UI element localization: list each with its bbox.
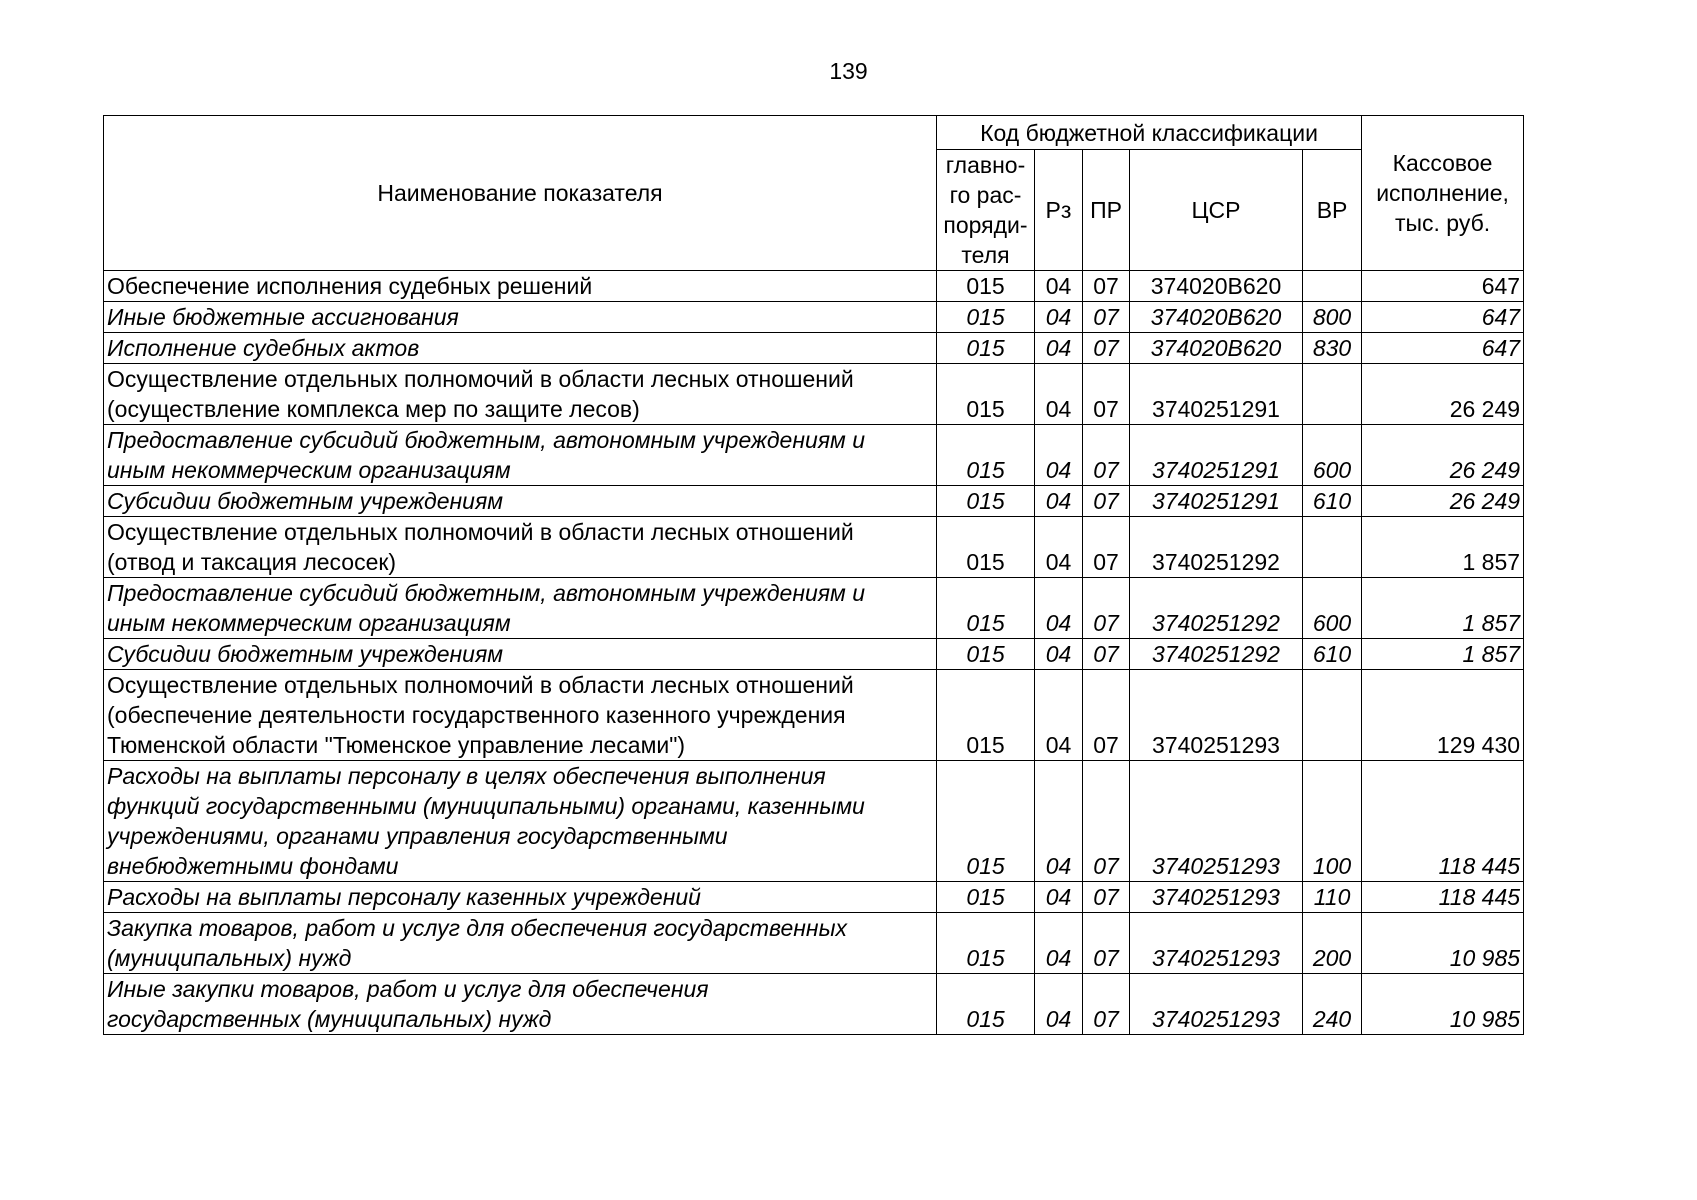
cell-sum: 26 249 [1362,425,1524,486]
cell-vr: 200 [1303,913,1362,974]
cell-vr: 610 [1303,486,1362,517]
cell-pr: 07 [1083,761,1130,882]
cell-sum: 1 857 [1362,639,1524,670]
cell-name: Предоставление субсидий бюджетным, автономным учреждениям и иным некоммерческим организациям [104,425,937,486]
cell-name: Субсидии бюджетным учреждениям [104,639,937,670]
cell-sum: 10 985 [1362,974,1524,1035]
table-row [104,302,1524,333]
cell-glav: 015 [937,882,1035,913]
cell-sum: 647 [1362,333,1524,364]
cell-rz: 04 [1035,517,1083,578]
table-row [104,761,1524,882]
cell-vr: 610 [1303,639,1362,670]
table-row [104,333,1524,364]
cell-glav: 015 [937,364,1035,425]
header-csr: ЦСР [1130,150,1303,271]
cell-name: Расходы на выплаты персоналу в целях обеспечения выполнения функций государственными (муниципальными) органами, казенными учреждениями, органами управления государственными внебюджетными фондами [104,761,937,882]
cell-glav: 015 [937,302,1035,333]
header-sum: Кассовое исполнение, тыс. руб. [1362,116,1524,271]
cell-glav: 015 [937,913,1035,974]
cell-vr: 600 [1303,425,1362,486]
cell-glav: 015 [937,670,1035,761]
cell-rz: 04 [1035,333,1083,364]
cell-sum: 26 249 [1362,486,1524,517]
cell-glav: 015 [937,578,1035,639]
cell-csr: 3740251293 [1130,913,1303,974]
cell-sum: 10 985 [1362,913,1524,974]
cell-pr: 07 [1083,882,1130,913]
cell-pr: 07 [1083,271,1130,302]
cell-pr: 07 [1083,333,1130,364]
table-body [104,271,1524,1035]
cell-csr: 374020В620 [1130,333,1303,364]
table-row [104,364,1524,425]
header-name: Наименование показателя [104,116,937,271]
cell-name: Предоставление субсидий бюджетным, автономным учреждениям и иным некоммерческим организациям [104,578,937,639]
cell-glav: 015 [937,517,1035,578]
cell-glav: 015 [937,974,1035,1035]
table-header [104,116,1524,271]
page-number: 139 [829,58,868,84]
cell-rz: 04 [1035,302,1083,333]
cell-sum: 647 [1362,302,1524,333]
cell-rz: 04 [1035,639,1083,670]
cell-glav: 015 [937,333,1035,364]
header-vr: ВР [1303,150,1362,271]
cell-sum: 118 445 [1362,882,1524,913]
cell-vr: 830 [1303,333,1362,364]
cell-csr: 3740251291 [1130,425,1303,486]
cell-csr: 3740251292 [1130,639,1303,670]
cell-csr: 3740251293 [1130,670,1303,761]
cell-pr: 07 [1083,639,1130,670]
table-row [104,670,1524,761]
cell-glav: 015 [937,761,1035,882]
cell-rz: 04 [1035,913,1083,974]
cell-name: Закупка товаров, работ и услуг для обеспечения государственных (муниципальных) нужд [104,913,937,974]
cell-glav: 015 [937,425,1035,486]
cell-pr: 07 [1083,364,1130,425]
table-row [104,639,1524,670]
cell-rz: 04 [1035,486,1083,517]
cell-pr: 07 [1083,578,1130,639]
table-row [104,425,1524,486]
table-row [104,517,1524,578]
cell-pr: 07 [1083,670,1130,761]
cell-glav: 015 [937,639,1035,670]
cell-name: Осуществление отдельных полномочий в области лесных отношений (обеспечение деятельности государственного казенного учреждения Тюменской области "Тюменское управление лесами") [104,670,937,761]
table-row [104,882,1524,913]
cell-sum: 118 445 [1362,761,1524,882]
cell-csr: 3740251293 [1130,974,1303,1035]
cell-vr [1303,364,1362,425]
cell-pr: 07 [1083,425,1130,486]
header-rz: Рз [1035,150,1083,271]
table-row [104,974,1524,1035]
cell-rz: 04 [1035,271,1083,302]
header-glav: главно- го рас- поряди- теля [937,150,1035,271]
cell-vr: 800 [1303,302,1362,333]
header-pr: ПР [1083,150,1130,271]
cell-csr: 374020В620 [1130,302,1303,333]
budget-table [103,115,1524,1035]
cell-csr: 3740251292 [1130,578,1303,639]
cell-name: Иные бюджетные ассигнования [104,302,937,333]
cell-csr: 3740251292 [1130,517,1303,578]
header-kbk-group: Код бюджетной классификации [937,116,1362,150]
cell-rz: 04 [1035,425,1083,486]
cell-rz: 04 [1035,882,1083,913]
cell-vr: 110 [1303,882,1362,913]
cell-sum: 129 430 [1362,670,1524,761]
cell-rz: 04 [1035,974,1083,1035]
cell-vr: 100 [1303,761,1362,882]
table-row [104,271,1524,302]
cell-sum: 1 857 [1362,517,1524,578]
cell-csr: 3740251293 [1130,882,1303,913]
cell-glav: 015 [937,271,1035,302]
table-row [104,578,1524,639]
cell-pr: 07 [1083,517,1130,578]
cell-rz: 04 [1035,761,1083,882]
cell-name: Осуществление отдельных полномочий в области лесных отношений (осуществление комплекса мер по защите лесов) [104,364,937,425]
cell-vr: 600 [1303,578,1362,639]
cell-glav: 015 [937,486,1035,517]
cell-vr [1303,670,1362,761]
cell-name: Расходы на выплаты персоналу казенных учреждений [104,882,937,913]
cell-name: Субсидии бюджетным учреждениям [104,486,937,517]
cell-sum: 1 857 [1362,578,1524,639]
cell-vr [1303,517,1362,578]
cell-name: Исполнение судебных актов [104,333,937,364]
cell-csr: 3740251293 [1130,761,1303,882]
table-row [104,913,1524,974]
cell-csr: 374020В620 [1130,271,1303,302]
cell-rz: 04 [1035,364,1083,425]
cell-sum: 647 [1362,271,1524,302]
cell-csr: 3740251291 [1130,486,1303,517]
cell-pr: 07 [1083,913,1130,974]
cell-vr: 240 [1303,974,1362,1035]
cell-csr: 3740251291 [1130,364,1303,425]
cell-sum: 26 249 [1362,364,1524,425]
cell-name: Обеспечение исполнения судебных решений [104,271,937,302]
cell-vr [1303,271,1362,302]
cell-pr: 07 [1083,974,1130,1035]
table-row [104,486,1524,517]
cell-pr: 07 [1083,486,1130,517]
cell-name: Осуществление отдельных полномочий в области лесных отношений (отвод и таксация лесосек) [104,517,937,578]
cell-rz: 04 [1035,670,1083,761]
cell-rz: 04 [1035,578,1083,639]
cell-name: Иные закупки товаров, работ и услуг для обеспечения государственных (муниципальных) нужд [104,974,937,1035]
cell-pr: 07 [1083,302,1130,333]
